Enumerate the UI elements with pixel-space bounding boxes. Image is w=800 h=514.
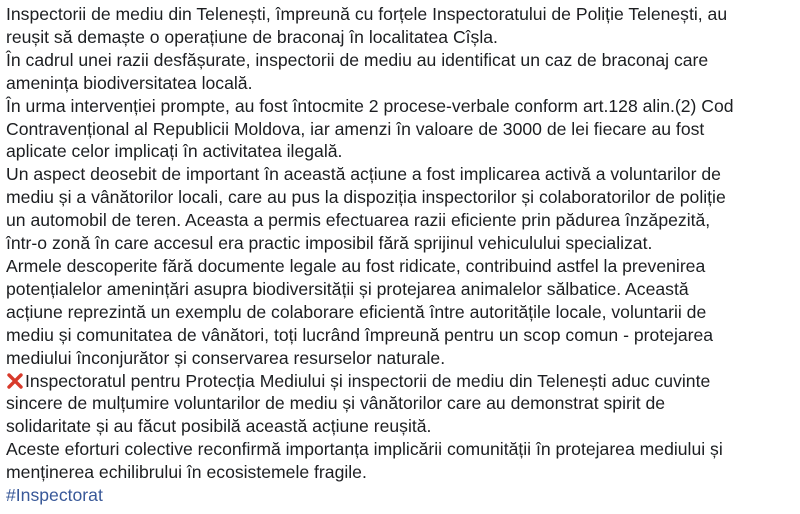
post-text-line: solidaritate și au făcut posibilă această acțiune reușită. xyxy=(6,416,432,437)
post-text-line xyxy=(6,370,796,393)
post-text-line: într-o zonă în care accesul era practic imposibil fără sprijinul vehiculului specializat. xyxy=(6,233,653,254)
post-paragraph-gratitude xyxy=(6,370,796,439)
post-text-line: potențialelor amenințări asupra biodiversității și protejarea animalelor sălbatice. Această xyxy=(6,278,689,299)
post-text-line: menținerea echilibrului în ecosistemele fragile. xyxy=(6,462,367,483)
cross-mark-icon xyxy=(6,372,24,390)
post-text-line: amenința biodiversitatea locală. xyxy=(6,72,253,93)
post-body xyxy=(6,3,796,507)
post-text-line: sincere de mulțumire voluntarilor de mediu și vânătorilor care au demonstrat spirit de xyxy=(6,393,666,414)
post-text-line: mediului înconjurător și conservarea resurselor naturale. xyxy=(6,347,446,368)
hashtag-link[interactable]: #Inspectorat xyxy=(6,485,103,506)
post-hashtags xyxy=(6,484,796,507)
post-text-line: Armele descoperite fără documente legale au fost ridicate, contribuind astfel la prevenirea xyxy=(6,255,706,276)
post-text-line: Inspectorii de mediu din Telenești, împreună cu forțele Inspectoratului de Poliție Telenești, au xyxy=(6,4,728,24)
post-text-line: acțiune reprezintă un exemplu de colaborare eficientă între autoritățile locale, voluntarii de xyxy=(6,301,707,322)
gratitude-text: Inspectoratul pentru Protecția Mediului și inspectorii de mediu din Telenești aduc cuvinte xyxy=(25,370,711,391)
post-paragraph-closing xyxy=(6,438,796,484)
post-text-line: În urma intervenției prompte, au fost întocmite 2 procese-verbale conform art.128 alin.(2) Cod xyxy=(6,95,734,116)
post-text-line: reușit să demaște o operațiune de braconaj în localitatea Cîșla. xyxy=(6,26,498,47)
post-text-line: mediu și comunitatea de vânători, toți lucrând împreună pentru un scop comun - protejarea xyxy=(6,324,714,345)
post-text-line: Contravențional al Republicii Moldova, iar amenzi în valoare de 3000 de lei fiecare au fost xyxy=(6,118,705,139)
post-text-line: În cadrul unei razii desfășurate, inspectorii de mediu au identificat un caz de braconaj care xyxy=(6,49,709,70)
post-paragraph-intro xyxy=(6,3,796,370)
post-text-line: Aceste eforturi colective reconfirmă importanța implicării comunității în protejarea mediului și xyxy=(6,439,723,460)
post-text-line: mediu și a vânătorilor locali, care au pus la dispoziția inspectorilor și colaboratorilor de poliție xyxy=(6,187,726,208)
post-text-line: Un aspect deosebit de important în această acțiune a fost implicarea activă a voluntarilor de xyxy=(6,164,721,185)
post-text-line: un automobil de teren. Aceasta a permis efectuarea razii eficiente prin pădurea înzăpezită, xyxy=(6,210,711,231)
post-text-line: aplicate celor implicați în activitatea ilegală. xyxy=(6,141,343,162)
